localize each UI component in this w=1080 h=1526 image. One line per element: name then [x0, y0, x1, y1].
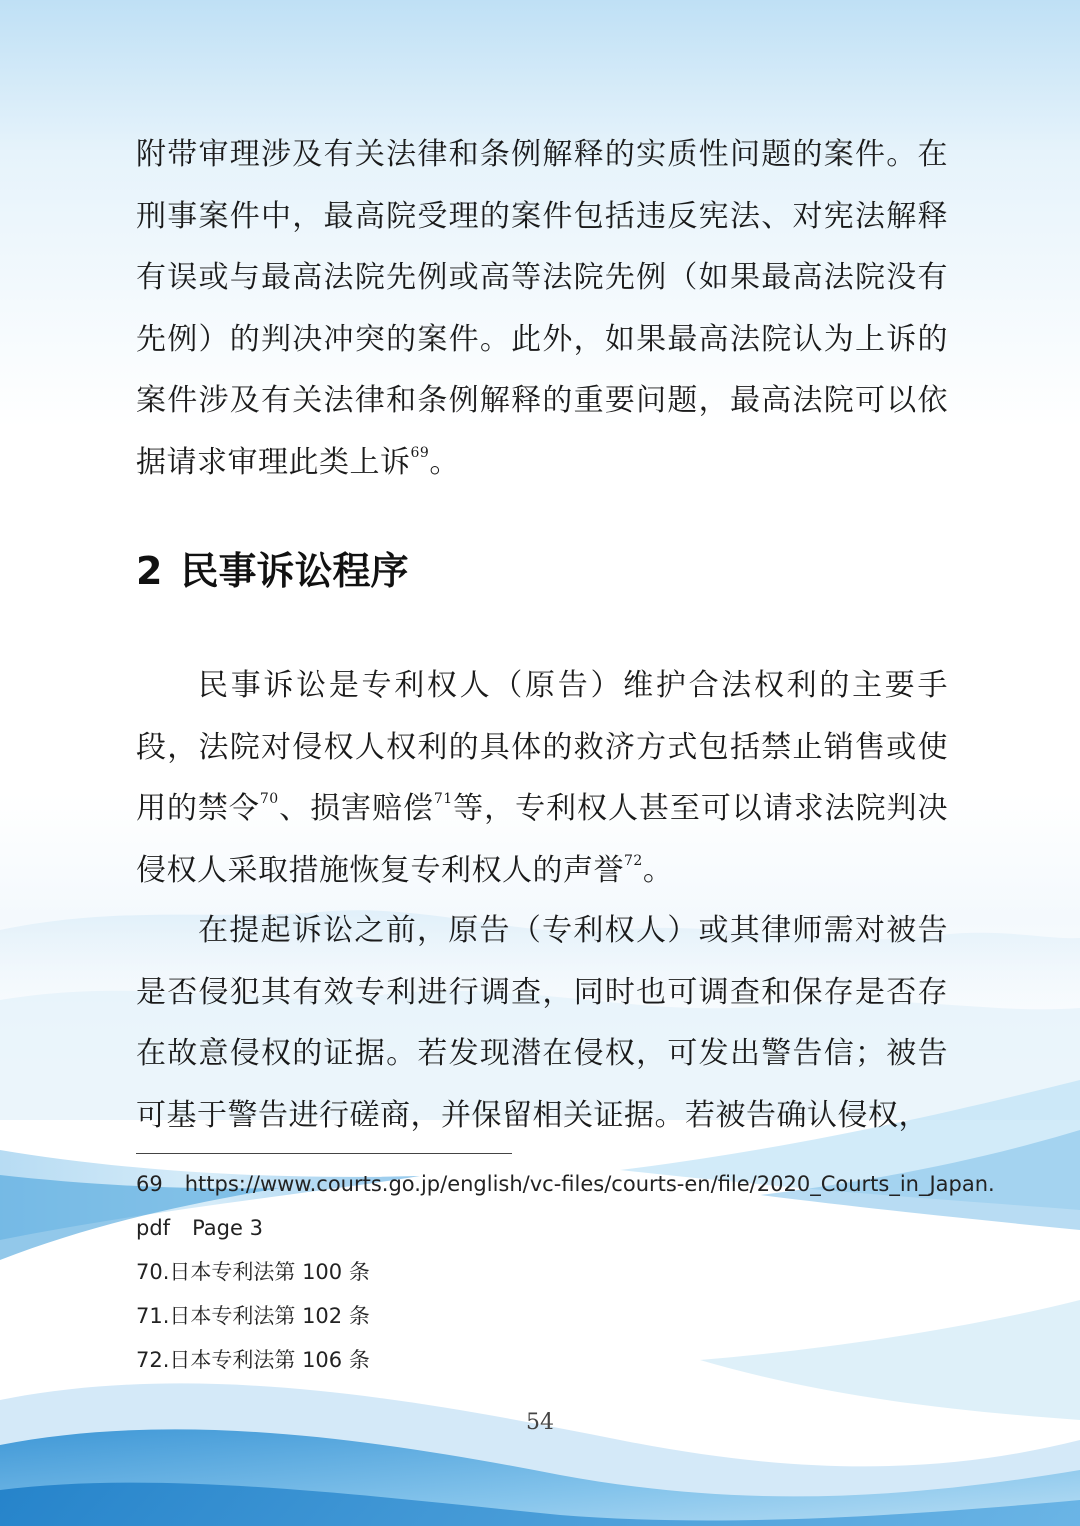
footnote-ref-70[interactable]: 70 — [259, 791, 279, 807]
page-number: 54 — [526, 1410, 554, 1435]
footnote-ref-72[interactable]: 72 — [624, 852, 643, 869]
footnote-ref-71[interactable]: 71 — [433, 791, 453, 807]
section-title: 民事诉讼程序 — [180, 549, 409, 593]
footnote-divider — [136, 1153, 512, 1154]
footnote-72: 72.日本专利法第 106 条 — [136, 1348, 370, 1372]
paragraph-1-line: 有误或与最高法院先例或高等法院先例（如果最高法院没有 — [136, 260, 948, 295]
paragraph-1-end: 。 — [429, 444, 460, 480]
footnote-69-link-cont[interactable]: pdf — [136, 1216, 171, 1240]
section-heading — [136, 540, 408, 595]
paragraph-2-text: 等，专利权人甚至可以请求法院判决侵权人采取措施恢复专利权人的声誉 — [136, 791, 949, 888]
footnote-70: 70.日本专利法第 100 条 — [136, 1260, 370, 1284]
paragraph-2-text: 。 — [642, 852, 674, 888]
footnote-69-number: 69 — [136, 1172, 163, 1196]
footnote-69-link[interactable]: https://www.courts.go.jp/english/vc-files/courts-en/file/2020_Courts_in_Japan. — [184, 1172, 995, 1196]
section-number: 2 — [136, 549, 163, 593]
footnote-ref-69[interactable]: 69 — [410, 444, 430, 461]
paragraph-2 — [136, 655, 948, 901]
paragraph-2-text: 民事诉讼是专利权人（原告）维护合法权利的主要手段，法院对侵权人权利的具体的救济方式包括禁止销售或使用的禁令 — [136, 668, 948, 826]
footnote-69-line — [136, 1172, 995, 1196]
paragraph-2-text: 、损害赔偿 — [278, 791, 434, 826]
paragraph-1-line: 案件涉及有关法律和条例解释的重要问题，最高法院可以依 — [136, 383, 948, 418]
paragraph-1-line: 附带审理涉及有关法律和条例解释的实质性问题的案件。在 — [136, 137, 948, 172]
footnote-71: 71.日本专利法第 102 条 — [136, 1304, 370, 1328]
paragraph-1-line: 刑事案件中，最高院受理的案件包括违反宪法、对宪法解释 — [136, 198, 948, 234]
paragraph-1 — [136, 124, 948, 493]
footnotes — [136, 1162, 995, 1382]
paragraph-1-line: 先例）的判决冲突的案件。此外，如果最高法院认为上诉的 — [136, 321, 948, 357]
footnote-69-page: Page 3 — [192, 1216, 263, 1240]
footnote-69 — [136, 1162, 995, 1250]
paragraph-3: 在提起诉讼之前，原告（专利权人）或其律师需对被告是否侵犯其有效专利进行调查，同时也可调查和保存是否存在故意侵权的证据。若发现潜在侵权，可发出警告信；被告可基于警告进行磋商，并保留相关证据。若被告确认侵权， — [136, 913, 948, 1133]
paragraph-1-last-line: 据请求审理此类上诉 — [136, 444, 411, 480]
